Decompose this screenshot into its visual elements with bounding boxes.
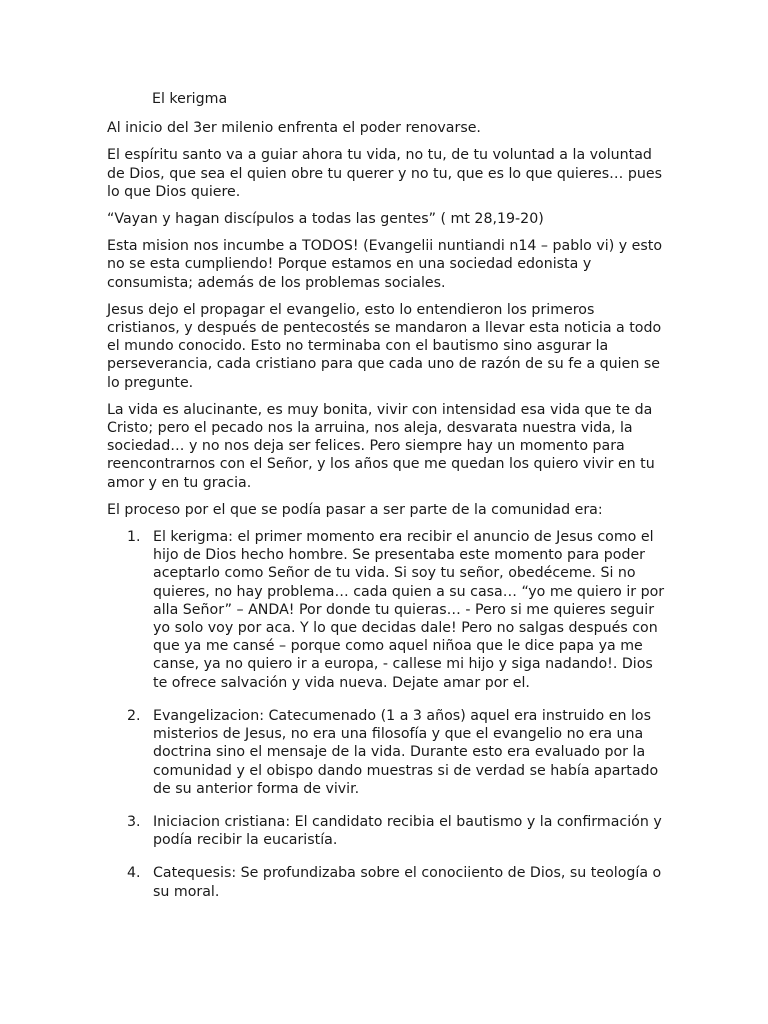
paragraph-intro: Al inicio del 3er milenio enfrenta el poder renovarse. [107, 120, 481, 137]
process-steps-list [107, 528, 667, 901]
list-item-number: 3. [127, 813, 141, 830]
list-item [107, 813, 667, 849]
document-title: El kerigma [152, 91, 228, 107]
paragraph-proceso: El proceso por el que se podía pasar a ser parte de la comunidad era: [107, 501, 603, 518]
list-item-text: Catequesis: Se profundizaba sobre el conociiento de Dios, su teología o su moral. [153, 865, 662, 900]
paragraph-vida: La vida es alucinante, es muy bonita, vivir con intensidad esa vida que te da Cristo; pero el pecado nos la arruina, nos aleja, desvarata nuestra vida, la sociedad… y no nos deja ser felices. Pero siempre hay un momento para reencontrarnos con el Señor, y los años que me quedan los quiero vivir en tu amor y en tu gracia. [107, 401, 655, 491]
list-item-number: 2. [127, 707, 141, 724]
list-item-text: El kerigma: el primer momento era recibir el anuncio de Jesus como el hijo de Dios hecho hombre. Se presentaba este momento para poder aceptarlo como Señor de tu vida. Si soy tu señor, obedéceme. Si no quieres, no hay problema… cada quien a su casa… “yo me quiero ir por alla Señor” – ANDA! Por donde tu quieras… - Pero si me quieres seguir yo solo voy por aca. Y lo que decidas dale! Pero no salgas después con que ya me cansé – porque como aquel niñoa que le dice papa ya me canse, ya no quiero ir a europa, - callese mi hijo y siga nadando!. Dios te ofrece salvación y vida nueva. Dejate amar por el. [153, 529, 665, 691]
list-item [107, 528, 667, 692]
list-item-number: 1. [127, 529, 141, 546]
list-item [107, 864, 667, 900]
paragraph-quote: “Vayan y hagan discípulos a todas las gentes” ( mt 28,19-20) [107, 211, 544, 228]
paragraph-mision: Esta mision nos incumbe a TODOS! (Evangelii nuntiandi n14 – pablo vi) y esto no se esta cumpliendo! Porque estamos en una sociedad edonista y consumista; además de los problemas sociales. [107, 238, 663, 291]
list-item [107, 707, 667, 798]
list-item-text: Evangelizacion: Catecumenado (1 a 3 años) aquel era instruido en los misterios de Jesus, no era una filosofía y que el evangelio no era una doctrina sino el mensaje de la vida. Durante esto era evaluado por la comunidad y el obispo dando muestras si de verdad se había apartado de su anterior forma de vivir. [153, 707, 659, 797]
paragraph-espiritu: El espíritu santo va a guiar ahora tu vida, no tu, de tu voluntad a la voluntad de Dios, que sea el quien obre tu querer y no tu, que es lo que quieres… pues lo que Dios quiere. [107, 147, 662, 200]
paragraph-jesus: Jesus dejo el propagar el evangelio, esto lo entendieron los primeros cristianos, y después de pentecostés se mandaron a llevar esta noticia a todo el mundo conocido. Esto no terminaba con el bautismo sino asgurar la perseverancia, cada cristiano para que cada uno de razón de su fe a quien se lo pregunte. [107, 301, 662, 391]
list-item-number: 4. [127, 865, 141, 882]
list-item-text: Iniciacion cristiana: El candidato recibia el bautismo y la confirmación y podía recibir la eucaristía. [153, 813, 662, 849]
document-page [107, 90, 667, 916]
